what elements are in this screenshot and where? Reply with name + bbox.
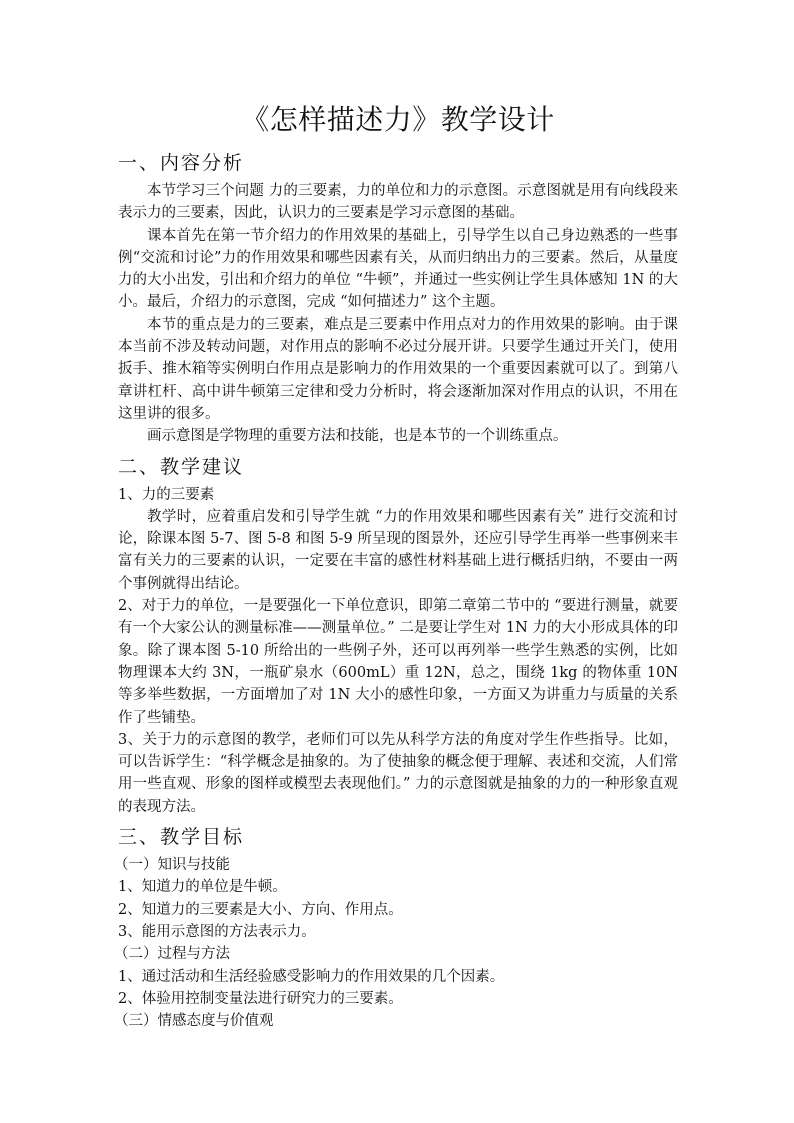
section-heading-teaching-suggestions: 二、教学建议 xyxy=(118,455,245,478)
paragraph: 本节学习三个问题 力的三要素，力的单位和力的示意图。示意图就是用有向线段来表示力的三要素，因此，认识力的三要素是学习示意图的基础。 xyxy=(118,183,678,222)
list-item: 1、通过活动和生活经验感受影响力的作用效果的几个因素。 xyxy=(118,968,505,985)
list-item: 2、知道力的三要素是大小、方向、作用点。 xyxy=(118,901,403,918)
list-item: 2、体验用控制变量法进行研究力的三要素。 xyxy=(118,990,403,1007)
list-item-title: 1、力的三要素 xyxy=(118,486,215,503)
objective-group-label: （三）情感态度与价值观 xyxy=(114,1013,274,1030)
document-title: 《怎样描述力》教学设计 xyxy=(241,103,555,136)
objective-group-label: （二）过程与方法 xyxy=(114,946,230,963)
section-heading-teaching-objectives: 三、教学目标 xyxy=(118,826,245,849)
list-item: 1、知道力的单位是牛顿。 xyxy=(118,879,287,896)
list-item: 3、能用示意图的方法表示力。 xyxy=(118,923,316,940)
list-item: 3、关于力的示意图的教学，老师们可以先从科学方法的角度对学生作些指导。比如，可以告诉学生：“科学概念是抽象的。为了使抽象的概念便于理解、表述和交流，人们常用一些直观、形象的图样或模型去表现他们。” 力的示意图就是抽象的力的一种形象直观的表现方法。 xyxy=(118,731,678,815)
paragraph: 课本首先在第一节介绍力的作用效果的基础上，引导学生以自己身边熟悉的一些事例“交流和讨论”力的作用效果和哪些因素有关，从而归纳出力的三要素。然后，从量度力的大小出发，引出和介绍力的单位 “牛顿”，并通过一些实例让学生具体感知 1N 的大小。最后，介绍力的示意图，完成 “如何描述力” 这个主题。 xyxy=(118,227,678,311)
paragraph: 本节的重点是力的三要素，难点是三要素中作用点对力的作用效果的影响。由于课本当前不涉及转动问题，对作用点的影响不必过分展开讲。只要学生通过开关门，使用扳手、推木箱等实例明白作用点是影响力的作用效果的一个重要因素就可以了。到第八章讲杠杆、高中讲牛顿第三定律和受力分析时，将会逐渐加深对作用点的认识，不用在这里讲的很多。 xyxy=(118,316,678,422)
section-heading-content-analysis: 一、内容分析 xyxy=(118,152,245,174)
paragraph: 画示意图是学物理的重要方法和技能，也是本节的一个训练重点。 xyxy=(147,428,568,445)
paragraph: 教学时，应着重启发和引导学生就 “力的作用效果和哪些因素有关” 进行交流和讨论，除课本图 5-7、图 5-8 和图 5-9 所呈现的图景外，还应引导学生再举一些事例来丰富有关力的三要素的认识，一定要在丰富的感性材料基础上进行概括归纳，不要由一两个事例就得出结论。 xyxy=(118,508,678,592)
list-item: 2、对于力的单位，一是要强化一下单位意识，即第二章第二节中的 “要进行测量，就要有一个大家公认的测量标准——测量单位。” 二是要让学生对 1N 力的大小形成具体的印象。除了课本图 5-10 所给出的一些例子外，还可以再列举一些学生熟悉的实例，比如物理课本大约 3N，一瓶矿泉水（600mL）重 12N，总之，围绕 1kg 的物体重 10N 等多举些数据，一方面增加了对 1N 大小的感性印象，一方面又为讲重力与质量的关系作了些铺垫。 xyxy=(118,598,678,726)
document-page xyxy=(114,98,678,1032)
objective-group-label: （一）知识与技能 xyxy=(114,857,230,874)
